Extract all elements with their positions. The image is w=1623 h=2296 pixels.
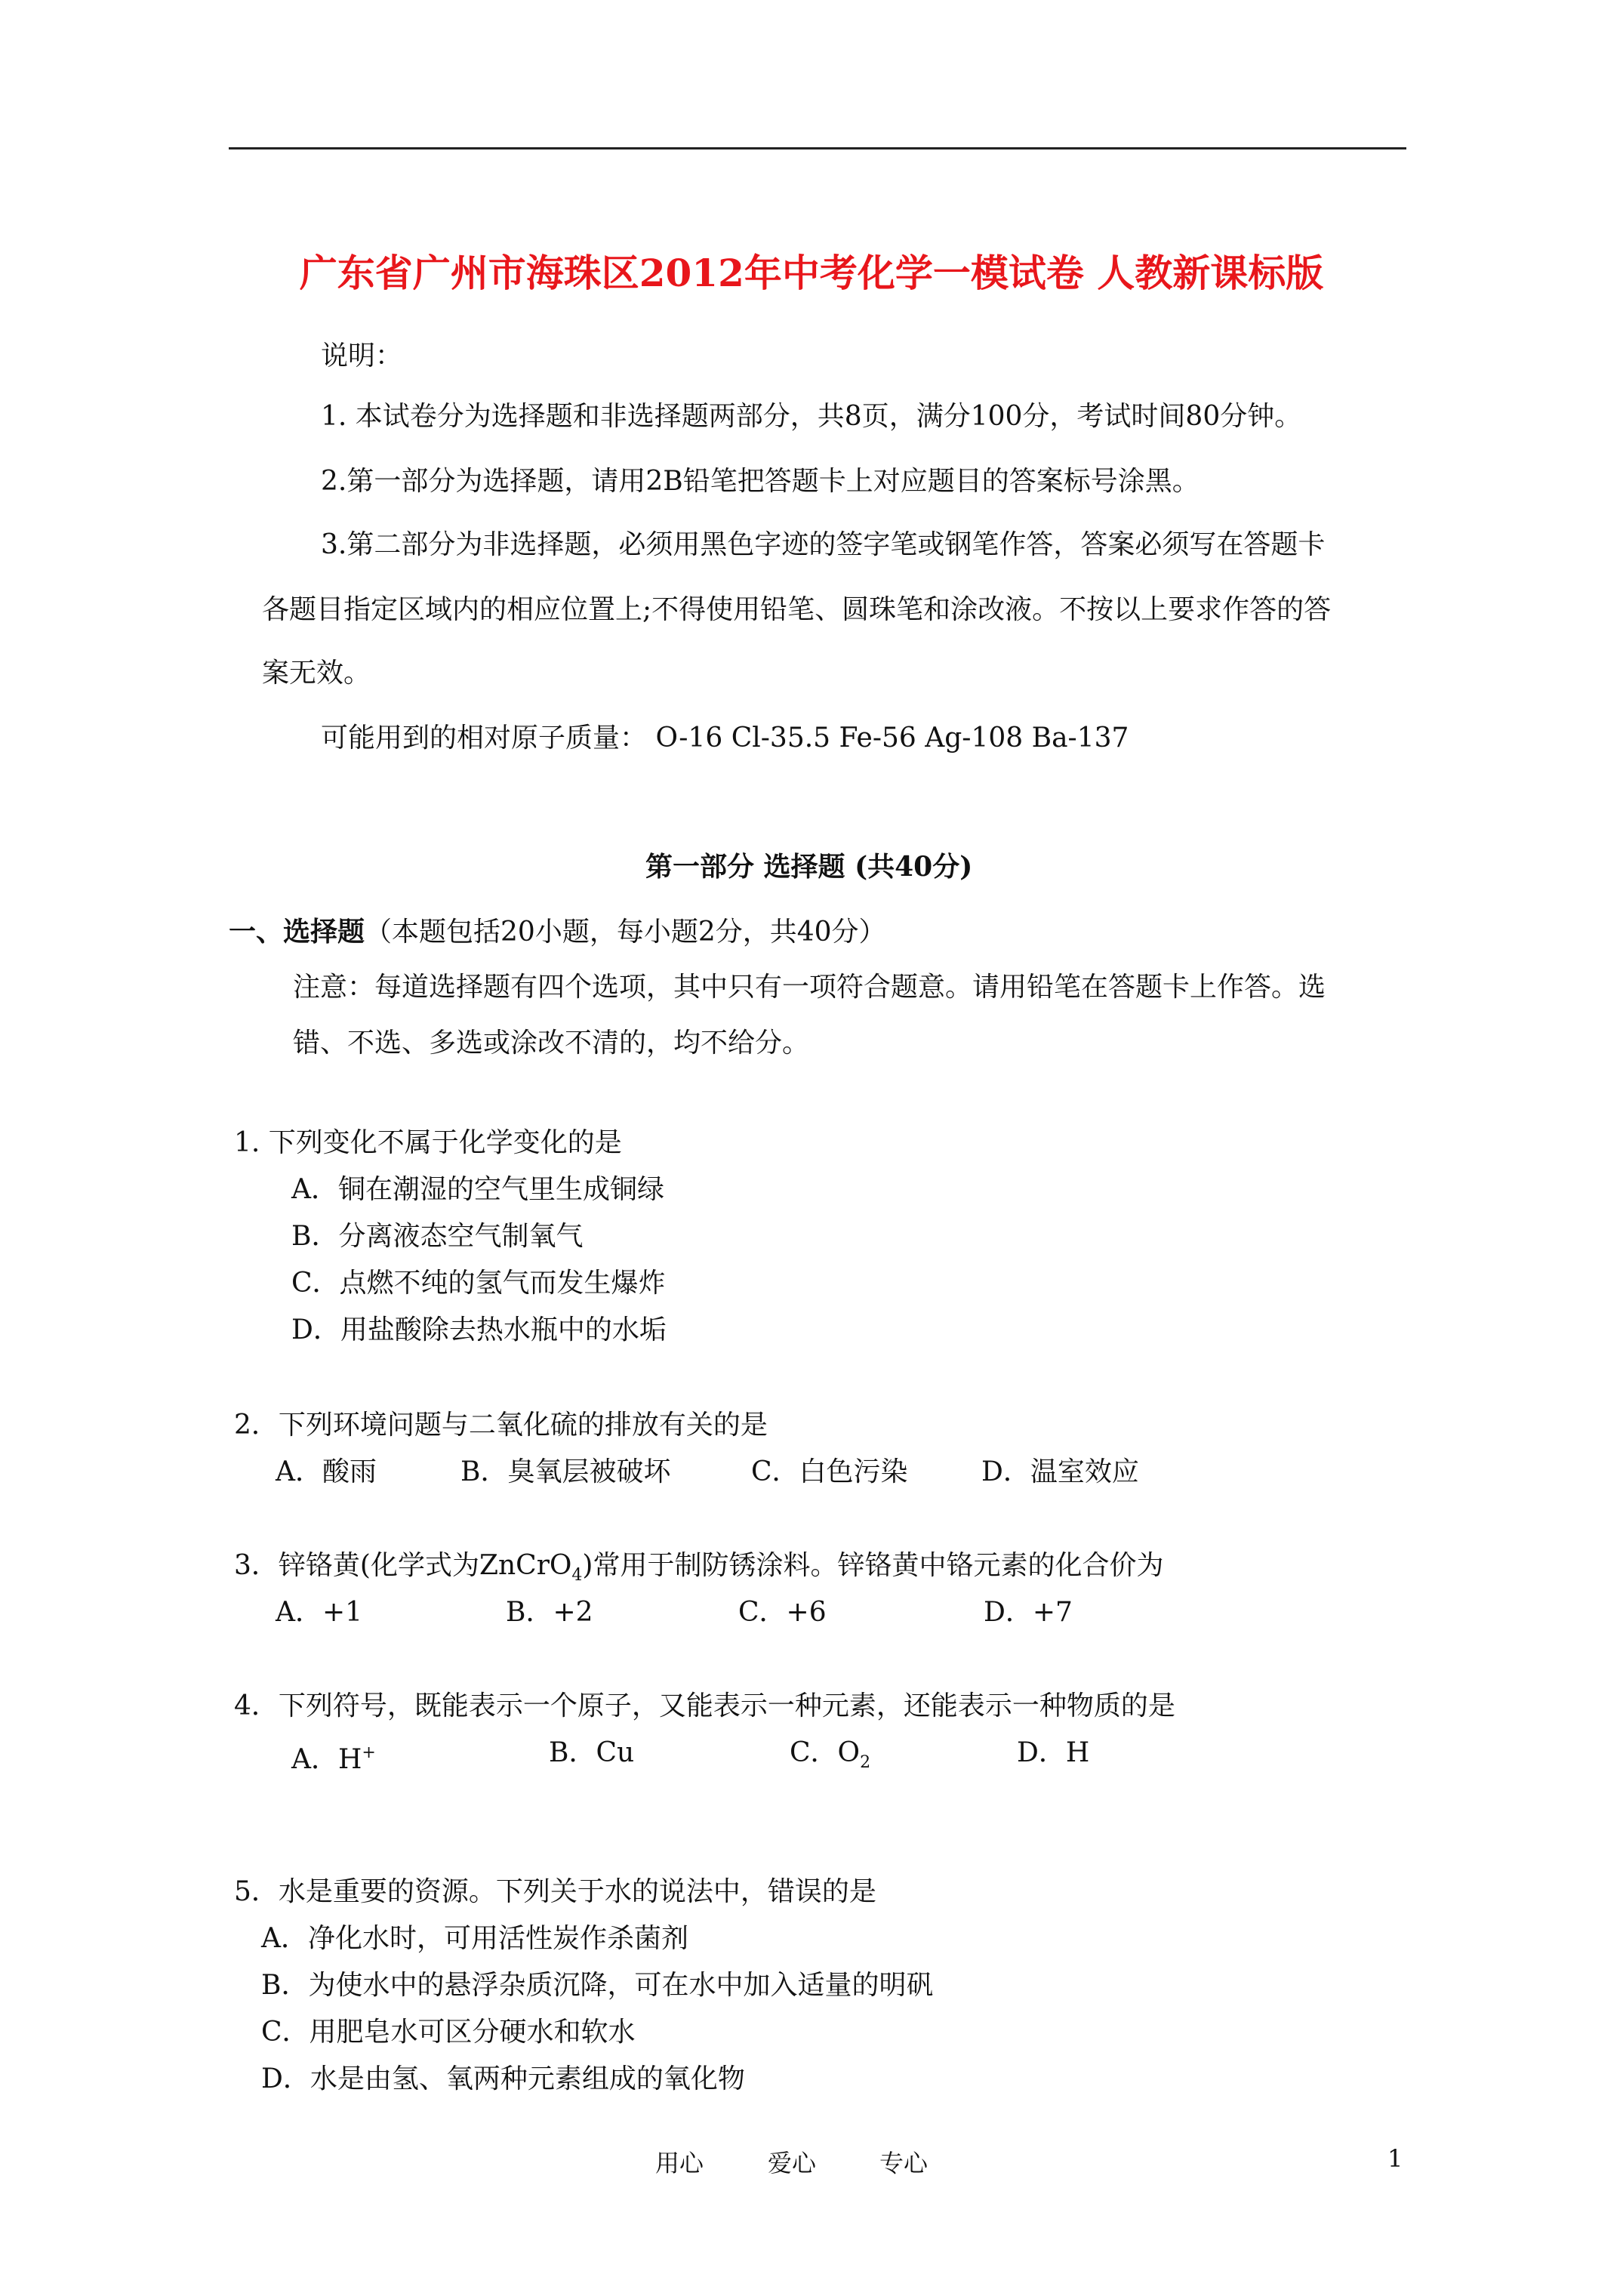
- q3-stem-post: )常用于制防锈涂料。锌铬黄中铬元素的化合价为: [582, 1550, 1164, 1581]
- q3-subscript: 4: [571, 1566, 583, 1585]
- q4-option-a: [291, 1735, 376, 1778]
- q1-option-b: B．分离液态空气制氧气: [291, 1221, 584, 1252]
- instruction-line-3b: 各题目指定区域内的相应位置上;不得使用铅笔、圆珠笔和涂改液。不按以上要求作答的答: [262, 594, 1332, 625]
- q5-stem: 5．水是重要的资源。下列关于水的说法中，错误的是: [234, 1876, 876, 1907]
- footer-word-3: 专心: [879, 2149, 929, 2177]
- q3-option-c: C．+6: [738, 1597, 827, 1628]
- note-line-a: 注意：每道选择题有四个选项，其中只有一项符合题意。请用铅笔在答题卡上作答。选: [293, 972, 1326, 1003]
- instructions-heading: 说明：: [321, 341, 403, 371]
- q4-option-c-subscript: 2: [860, 1753, 871, 1772]
- q2-option-c: C．白色污染: [751, 1456, 908, 1487]
- page-title: 广东省广州市海珠区2012年中考化学一模试卷 人教新课标版: [299, 251, 1324, 295]
- footer-word-1: 用心: [655, 2149, 704, 2177]
- q3-option-d: D．+7: [984, 1597, 1073, 1628]
- q4-option-b: B．Cu: [549, 1737, 635, 1768]
- section-heading: [229, 914, 886, 951]
- instruction-line-3c: 案无效。: [262, 658, 371, 689]
- instruction-line-1: 1. 本试卷分为选择题和非选择题两部分，共8页，满分100分，考试时间80分钟。: [321, 401, 1302, 432]
- q5-option-d: D．水是由氢、氧两种元素组成的氧化物: [261, 2063, 745, 2094]
- q5-option-c: C．用肥皂水可区分硬水和软水: [261, 2017, 636, 2048]
- q2-option-d: D．温室效应: [981, 1456, 1139, 1487]
- q4-option-c: [790, 1735, 870, 1781]
- q1-stem: 1. 下列变化不属于化学变化的是: [234, 1127, 622, 1158]
- q1-option-a: A．铜在潮湿的空气里生成铜绿: [291, 1174, 664, 1205]
- atomic-masses: 可能用到的相对原子质量： O-16 Cl-35.5 Fe-56 Ag-108 Ba-137: [321, 723, 1129, 754]
- q1-option-d: D．用盐酸除去热水瓶中的水垢: [291, 1314, 667, 1345]
- note-line-b: 错、不选、多选或涂改不清的，均不给分。: [293, 1028, 810, 1059]
- instruction-line-3a: 3.第二部分为非选择题，必须用黑色字迹的签字笔或钢笔作答，答案必须写在答题卡: [321, 529, 1326, 560]
- q2-option-a: A．酸雨: [276, 1456, 377, 1487]
- footer-word-2: 爱心: [768, 2149, 817, 2177]
- section-desc: （本题包括20小题，每小题2分，共40分）: [365, 917, 886, 948]
- part1-heading: 第一部分 选择题 (共40分): [645, 851, 973, 883]
- section-label: 一、选择题: [229, 916, 365, 948]
- q5-option-a: A．净化水时，可用活性炭作杀菌剂: [261, 1923, 688, 1954]
- q3-option-a: A．+1: [276, 1597, 363, 1628]
- q2-stem: 2．下列环境问题与二氧化硫的排放有关的是: [234, 1410, 768, 1441]
- q4-stem: 4．下列符号，既能表示一个原子，又能表示一种元素，还能表示一种物质的是: [234, 1690, 1175, 1721]
- q4-option-c-text: C．O: [790, 1737, 861, 1768]
- header-rule: [229, 147, 1406, 149]
- q3-option-b: B．+2: [506, 1597, 593, 1628]
- q4-option-a-superscript: +: [362, 1743, 376, 1762]
- q3-stem: [234, 1548, 1163, 1594]
- q1-option-c: C．点燃不纯的氢气而发生爆炸: [291, 1268, 666, 1299]
- q3-stem-pre: 3．锌铬黄(化学式为ZnCrO: [234, 1550, 572, 1581]
- q2-option-b: B．臭氧层被破坏: [460, 1456, 671, 1487]
- q4-option-a-text: A．H: [291, 1744, 362, 1775]
- q4-option-d: D．H: [1017, 1737, 1090, 1768]
- instruction-line-2: 2.第一部分为选择题，请用2B铅笔把答题卡上对应题目的答案标号涂黑。: [321, 466, 1200, 497]
- page-number: 1: [1387, 2144, 1403, 2173]
- q5-option-b: B．为使水中的悬浮杂质沉降，可在水中加入适量的明矾: [261, 1970, 934, 2001]
